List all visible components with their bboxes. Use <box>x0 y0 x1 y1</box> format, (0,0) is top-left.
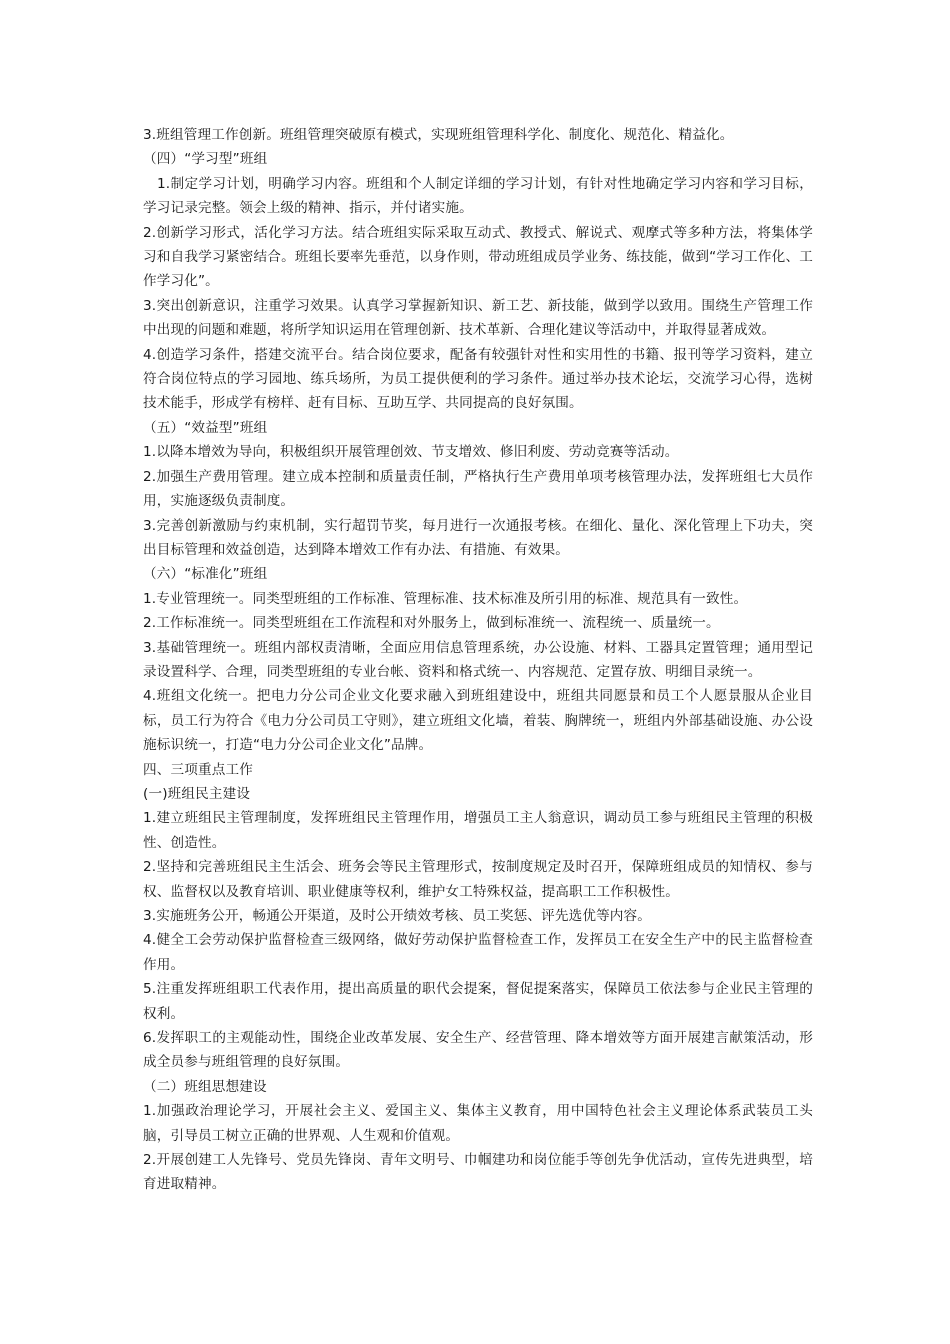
paragraph: 2.工作标准统一。同类型班组在工作流程和对外服务上，做到标准统一、流程统一、质量统一。 <box>143 615 720 632</box>
section-heading: （四）“学习型”班组 <box>143 151 268 168</box>
paragraph: 2.开展创建工人先锋号、党员先锋岗、青年文明号、巾帼建功和岗位能手等创先争优活动，宣传先进典型，培育进取精神。 <box>143 1152 813 1193</box>
section-heading: (一)班组民主建设 <box>143 785 251 802</box>
paragraph: 4.健全工会劳动保护监督检查三级网络，做好劳动保护监督检查工作，发挥员工在安全生产中的民主监督检查作用。 <box>143 932 813 973</box>
paragraph: 1.制定学习计划，明确学习内容。班组和个人制定详细的学习计划，有针对性地确定学习内容和学习目标，学习记录完整。领会上级的精神、指示，并付诸实施。 <box>143 175 813 217</box>
paragraph: 3.实施班务公开，畅通公开渠道，及时公开绩效考核、员工奖惩、评先选优等内容。 <box>143 908 652 924</box>
paragraph: 5.注重发挥班组职工代表作用，提出高质量的职代会提案，督促提案落实，保障员工依法参与企业民主管理的权利。 <box>143 981 813 1022</box>
paragraph: 2.加强生产费用管理。建立成本控制和质量责任制，严格执行生产费用单项考核管理办法，发挥班组七大员作用，实施逐级负责制度。 <box>143 468 813 510</box>
paragraph: 1.加强政治理论学习，开展社会主义、爱国主义、集体主义教育，用中国特色社会主义理论体系武装员工头脑，引导员工树立正确的世界观、人生观和价值观。 <box>143 1103 813 1144</box>
paragraph: 2.创新学习形式，活化学习方法。结合班组实际采取互动式、教授式、解说式、观摩式等多种方法，将集体学习和自我学习紧密结合。班组长要率先垂范，以身作则，带动班组成员学业务、练技能，做到“学习工作化、工作学习化”。 <box>143 224 813 290</box>
paragraph: 4.创造学习条件，搭建交流平台。结合岗位要求，配备有较强针对性和实用性的书籍、报刊等学习资料，建立符合岗位特点的学习园地、练兵场所，为员工提供便利的学习条件。通过举办技术论坛，交流学习心得，选树技术能手，形成学有榜样、赶有目标、互助互学、共同提高的良好氛围。 <box>143 346 813 412</box>
section-heading: （六）“标准化”班组 <box>143 566 268 583</box>
paragraph: 4.班组文化统一。把电力分公司企业文化要求融入到班组建设中，班组共同愿景和员工个人愿景服从企业目标，员工行为符合《电力分公司员工守则》，建立班组文化墙，着装、胸牌统一，班组内外部基础设施、办公设施标识统一，打造“电力分公司企业文化”品牌。 <box>143 688 813 754</box>
section-heading: （五）“效益型”班组 <box>143 419 268 436</box>
paragraph: 6.发挥职工的主观能动性，围绕企业改革发展、安全生产、经营管理、降本增效等方面开展建言献策活动，形成全员参与班组管理的良好氛围。 <box>143 1030 813 1071</box>
paragraph: 3.突出创新意识，注重学习效果。认真学习掌握新知识、新工艺、新技能，做到学以致用。围绕生产管理工作中出现的问题和难题，将所学知识运用在管理创新、技术革新、合理化建议等活动中，并取得显著成效。 <box>143 297 813 339</box>
chapter-heading: 四、三项重点工作 <box>143 761 253 778</box>
paragraph: 1.建立班组民主管理制度，发挥班组民主管理作用，增强员工主人翁意识，调动员工参与班组民主管理的积极性、创造性。 <box>143 810 813 851</box>
section-heading: （二）班组思想建设 <box>143 1078 267 1095</box>
paragraph: 3.完善创新激励与约束机制，实行超罚节奖，每月进行一次通报考核。在细化、量化、深化管理上下功夫，突出目标管理和效益创造，达到降本增效工作有办法、有措施、有效果。 <box>143 517 813 558</box>
paragraph: 3.班组管理工作创新。班组管理突破原有模式，实现班组管理科学化、制度化、规范化、精益化。 <box>143 127 734 143</box>
paragraph: 3.基础管理统一。班组内部权责清晰，全面应用信息管理系统，办公设施、材料、工器具定置管理；通用型记录设置科学、合理，同类型班组的专业台帐、资料和格式统一、内容规范、定置存放、明细目录统一。 <box>143 639 813 680</box>
paragraph: 2.坚持和完善班组民主生活会、班务会等民主管理形式，按制度规定及时召开，保障班组成员的知情权、参与权、监督权以及教育培训、职业健康等权利，维护女工特殊权益，提高职工工作积极性。 <box>143 859 813 900</box>
paragraph: 1.以降本增效为导向，积极组织开展管理创效、节支增效、修旧利废、劳动竞赛等活动。 <box>143 444 679 461</box>
paragraph: 1.专业管理统一。同类型班组的工作标准、管理标准、技术标准及所引用的标准、规范具有一致性。 <box>143 590 748 607</box>
document-body <box>143 123 813 1197</box>
